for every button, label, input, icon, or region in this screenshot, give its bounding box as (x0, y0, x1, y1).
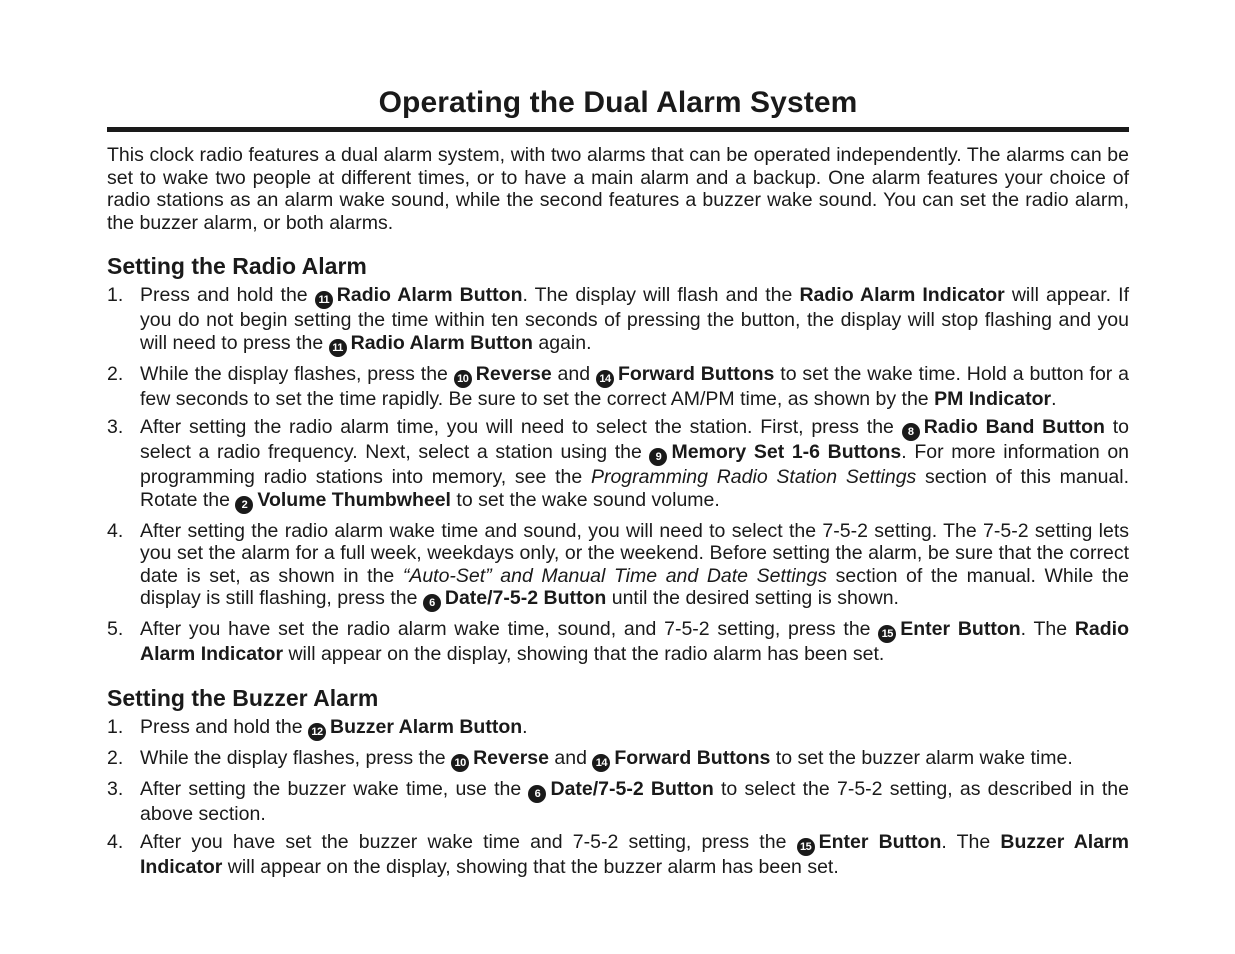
control-name: Reverse (473, 746, 549, 769)
step-text: to select a radio frequency. Next, select a station using the (140, 416, 1130, 463)
step-text: again. (532, 331, 592, 354)
step-item (107, 416, 1129, 514)
callout-number-icon: 2 (235, 496, 253, 514)
step-number: 2. (107, 362, 124, 385)
step-text: . The (1020, 618, 1075, 640)
step-text: will appear on the display, showing that the radio alarm has been set. (283, 643, 885, 665)
control-name: Radio Alarm Button (350, 331, 533, 354)
control-name: Volume Thumbwheel (257, 488, 451, 511)
page-title: Operating the Dual Alarm System (378, 86, 858, 119)
buzzer-alarm-heading: Setting the Buzzer Alarm (107, 684, 379, 711)
step-text: After you have set the radio alarm wake time, sound, and 7-5-2 setting, press the (140, 618, 879, 640)
control-name: Buzzer Alarm Button (330, 715, 523, 738)
step-text: will appear. If you do not begin setting the time within ten seconds of pressing the button, the display will stop flashing and you will need to press the (140, 284, 1130, 354)
callout-number-icon: 11 (329, 339, 347, 357)
step-text: and (551, 362, 596, 385)
step-item (107, 363, 1129, 411)
step-number: 1. (107, 284, 124, 306)
step-item (107, 778, 1129, 826)
radio-alarm-steps (107, 284, 1129, 666)
step-item (107, 520, 1129, 613)
callout-number-icon: 15 (797, 838, 815, 856)
callout-number-icon: 14 (592, 754, 610, 772)
control-name: Radio Alarm Indicator (140, 618, 1129, 665)
control-name: Radio Band Button (923, 416, 1105, 438)
step-text: After setting the radio alarm wake time and sound, you will need to select the 7-5-2 setting. The 7-5-2 setting lets you set the alarm for a full week, weekdays only, or the weekend. Before setting the alarm, be sure that the correct date is set, as shown in the (140, 519, 1129, 587)
step-number: 4. (107, 831, 124, 853)
control-name: Radio Alarm Indicator (799, 284, 1005, 306)
control-name: Memory Set 1-6 Buttons (671, 441, 902, 463)
step-text: section of this manual. Rotate the (140, 466, 1130, 511)
callout-number-icon: 14 (596, 370, 614, 388)
callout-number-icon: 6 (423, 594, 441, 612)
step-text: Press and hold the (140, 715, 309, 738)
step-text: to set the wake time. Hold a button for a few seconds to set the time rapidly. Be sure to set the correct AM/PM time, as shown by the (140, 362, 1130, 410)
title-divider (107, 127, 1129, 132)
step-text: . (522, 715, 528, 738)
step-text: to set the buzzer alarm wake time. (770, 746, 1073, 769)
step-text: . (1051, 387, 1057, 410)
step-text: and (548, 746, 593, 769)
control-name: Forward Buttons (614, 746, 771, 769)
callout-number-icon: 10 (451, 754, 469, 772)
intro-paragraph: This clock radio features a dual alarm system, with two alarms that can be operated independently. The alarms can be set to wake two people at different times, or to have a main alarm and a backup. One alarm features your choice of radio stations as an alarm wake sound, while the second features a buzzer wake sound. You can set the radio alarm, the buzzer alarm, or both alarms. (107, 144, 1129, 234)
step-item (107, 831, 1129, 879)
control-name: Radio Alarm Button (336, 284, 523, 306)
step-number: 3. (107, 777, 124, 800)
callout-number-icon: 6 (528, 785, 546, 803)
step-text: . The (941, 831, 1001, 853)
control-name: Reverse (475, 362, 552, 385)
step-number: 3. (107, 416, 124, 438)
control-name: PM Indicator (934, 387, 1052, 410)
step-text: After setting the radio alarm time, you will need to select the station. First, press the (140, 416, 902, 438)
step-text: section of the manual. While the display is still flashing, press the (140, 564, 1129, 609)
step-text: After setting the buzzer wake time, use the (140, 777, 529, 800)
step-number: 1. (107, 715, 124, 738)
callout-number-icon: 8 (902, 423, 920, 441)
callout-number-icon: 9 (649, 448, 667, 466)
callout-number-icon: 15 (878, 625, 896, 643)
section-reference: “Auto-Set” and Manual Time and Date Settings (402, 564, 828, 587)
step-text: While the display flashes, press the (140, 362, 454, 385)
step-text: will appear on the display, showing that the buzzer alarm has been set. (222, 856, 839, 878)
step-text: While the display flashes, press the (140, 746, 452, 769)
control-name: Buzzer Alarm Indicator (140, 831, 1129, 878)
callout-number-icon: 12 (308, 723, 326, 741)
step-item (107, 284, 1129, 357)
step-text: After you have set the buzzer wake time and 7-5-2 setting, press the (140, 831, 797, 853)
control-name: Enter Button (818, 831, 942, 853)
step-text: until the desired setting is shown. (606, 587, 899, 609)
step-number: 4. (107, 519, 124, 542)
radio-alarm-heading: Setting the Radio Alarm (107, 253, 367, 279)
callout-number-icon: 11 (315, 291, 333, 309)
control-name: Forward Buttons (617, 362, 775, 385)
step-item (107, 618, 1129, 666)
control-name: Date/7-5-2 Button (550, 777, 714, 800)
control-name: Date/7-5-2 Button (444, 587, 607, 609)
step-item (107, 747, 1129, 772)
callout-number-icon: 10 (454, 370, 472, 388)
manual-page (107, 84, 1129, 885)
step-text: Press and hold the (140, 284, 315, 306)
step-text: to select the 7-5-2 setting, as described in the above section. (140, 777, 1129, 825)
step-item (107, 716, 1129, 741)
control-name: Enter Button (900, 618, 1021, 640)
step-text: . The display will flash and the (522, 284, 800, 306)
buzzer-alarm-steps (107, 716, 1129, 879)
step-number: 5. (107, 618, 124, 640)
step-text: to set the wake sound volume. (450, 488, 720, 511)
step-text: . For more information on programming radio stations into memory, see the (140, 441, 1130, 488)
step-number: 2. (107, 746, 124, 769)
section-reference: Programming Radio Station Settings (590, 466, 917, 488)
